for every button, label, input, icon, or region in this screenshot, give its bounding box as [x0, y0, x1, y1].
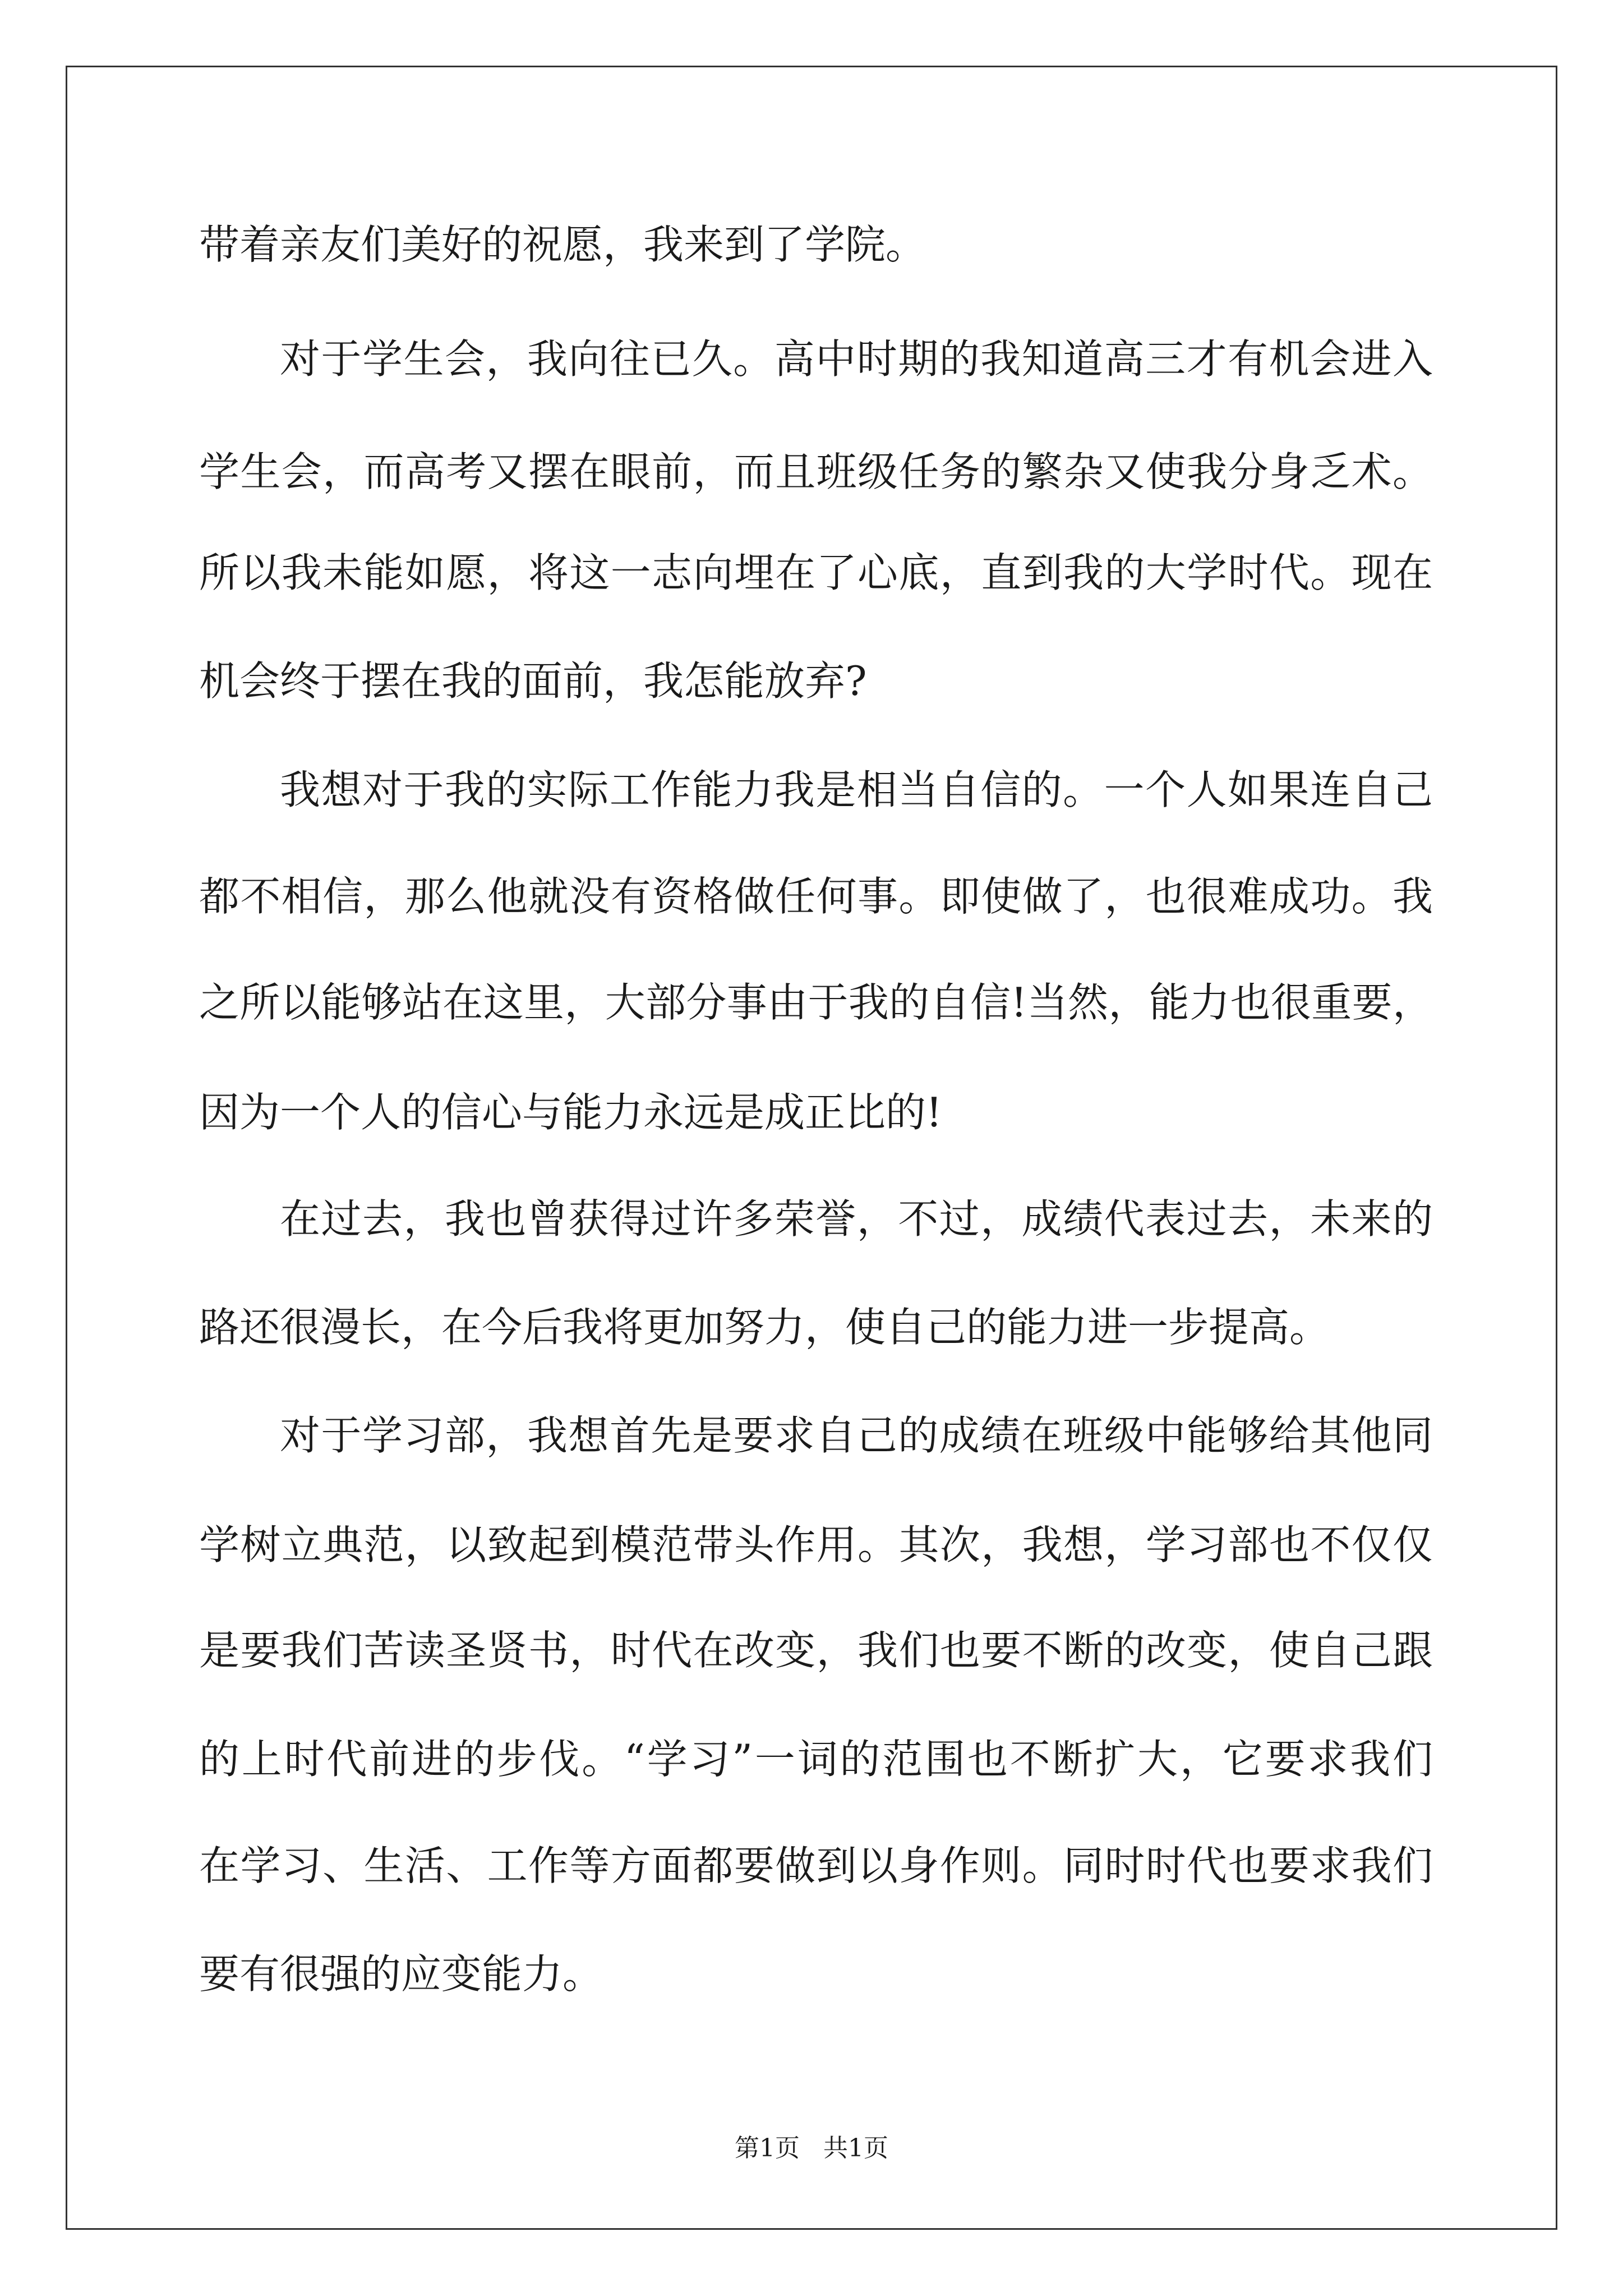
text-line: 学生会，而高考又摆在眼前，而且班级任务的繁杂又使我分身乏术。 [199, 448, 1433, 495]
text-line: 对于学生会，我向往已久。高中时期的我知道高三才有机会进入 [280, 335, 1433, 383]
text-line: 之所以能够站在这里，大部分事由于我的自信!当然，能力也很重要， [199, 979, 1433, 1026]
text-line: 所以我未能如愿，将这一志向埋在了心底，直到我的大学时代。现在 [199, 549, 1433, 596]
text-line: 机会终于摆在我的面前，我怎能放弃? [199, 657, 867, 705]
text-line: 对于学习部，我想首先是要求自己的成绩在班级中能够给其他同 [280, 1412, 1433, 1459]
page-number: 第1页 共1页 [735, 2134, 888, 2162]
text-line: 要有很强的应变能力。 [199, 1950, 603, 1998]
text-line: 都不相信，那么他就没有资格做任何事。即使做了，也很难成功。我 [199, 873, 1433, 920]
text-line: 学树立典范，以致起到模范带头作用。其次，我想，学习部也不仅仅 [199, 1521, 1433, 1568]
text-line: 的上时代前进的步伐。“学习”一词的范围也不断扩大，它要求我们 [199, 1736, 1433, 1783]
text-line: 我想对于我的实际工作能力我是相当自信的。一个人如果连自己 [280, 766, 1433, 813]
text-line: 在学习、生活、工作等方面都要做到以身作则。同时时代也要求我们 [199, 1842, 1433, 1889]
text-line: 因为一个人的信心与能力永远是成正比的! [199, 1089, 942, 1136]
text-line: 在过去，我也曾获得过许多荣誉，不过，成绩代表过去，未来的 [280, 1195, 1433, 1243]
text-line: 路还很漫长，在今后我将更加努力，使自己的能力进一步提高。 [199, 1304, 1330, 1351]
text-line: 带着亲友们美好的祝愿，我来到了学院。 [199, 221, 926, 268]
page-border [66, 66, 1557, 2230]
text-line: 是要我们苦读圣贤书，时代在改变，我们也要不断的改变，使自己跟 [199, 1627, 1433, 1674]
